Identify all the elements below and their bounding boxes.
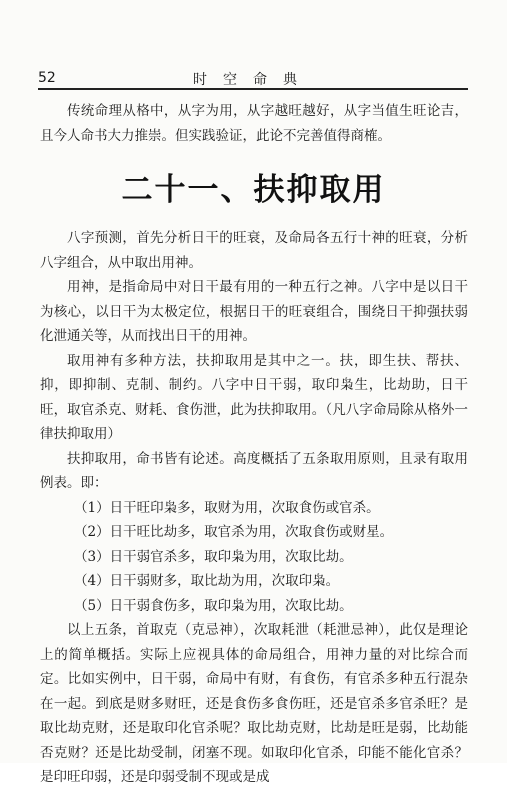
running-title: 时空命典	[193, 72, 313, 88]
intro-paragraph: 传统命理从格中，从字为用，从字越旺越好，从字当值生旺论吉，且今人命书大力推崇。但实践验证，此论不完善值得商榷。	[40, 103, 468, 144]
rule-item-1: （1）日干旺印枭多，取财为用，次取食伤或官杀。	[74, 499, 380, 516]
main-text	[40, 226, 468, 790]
paragraph-2: 用神，是指命局中对日干最有用的一种五行之神。八字中是以日干为核心，以日干为太极定位，根据日干的旺衰组合，围绕日干抑强扶弱化泄通关等，从而找出日干的用神。	[40, 279, 468, 344]
header-rule	[38, 88, 468, 90]
paragraph-1: 八字预测，首先分析日干的旺衰，及命局各五行十神的旺衰，分析八字组合，从中取出用神。	[40, 230, 468, 271]
page-number: 52	[38, 70, 56, 86]
paragraph-3: 取用神有多种方法，扶抑取用是其中之一。扶，即生扶、帮扶、抑，即抑制、克制、制约。八字中日干弱，取印枭生，比劫助，日干旺，取官杀克、财耗、食伤泄，此为扶抑取用。（凡八字命局除从格外一律扶抑取用）	[40, 352, 468, 442]
chapter-title: 二十一、扶抑取用	[121, 172, 386, 208]
paragraph-4: 扶抑取用，命书皆有论述。高度概括了五条取用原则，且录有取用例表。即：	[40, 450, 468, 491]
rule-item-3: （3）日干弱官杀多，取印枭为用，次取比劫。	[74, 548, 353, 565]
page-header	[38, 68, 468, 90]
rule-item-4: （4）日干弱财多，取比劫为用，次取印枭。	[74, 573, 340, 589]
intro-block	[40, 99, 468, 148]
closing-paragraph: 以上五条，首取克（克忌神），次取耗泄（耗泄忌神），此仅是理论上的简单概括。实际上应视具体的命局组合，用神力量的对比综合而定。比如实例中，日干弱，命局中有财，有食伤，有官杀多种五行混杂在一起。到底是财多财旺，还是食伤多食伤旺，还是官杀多官杀旺？是取比劫克财，还是取印化官杀呢？取比劫克财，比劫是旺是弱，比劫能否克财？还是比劫受制，闭塞不现。如取印化官杀，印能不能化官杀？是印旺印弱，还是印弱受制不现或是成	[40, 622, 468, 785]
rule-item-5: （5）日干弱食伤多，取印枭为用，次取比劫。	[74, 597, 353, 614]
rule-item-2: （2）日干旺比劫多，取官杀为用，次取食伤或财星。	[74, 524, 394, 540]
